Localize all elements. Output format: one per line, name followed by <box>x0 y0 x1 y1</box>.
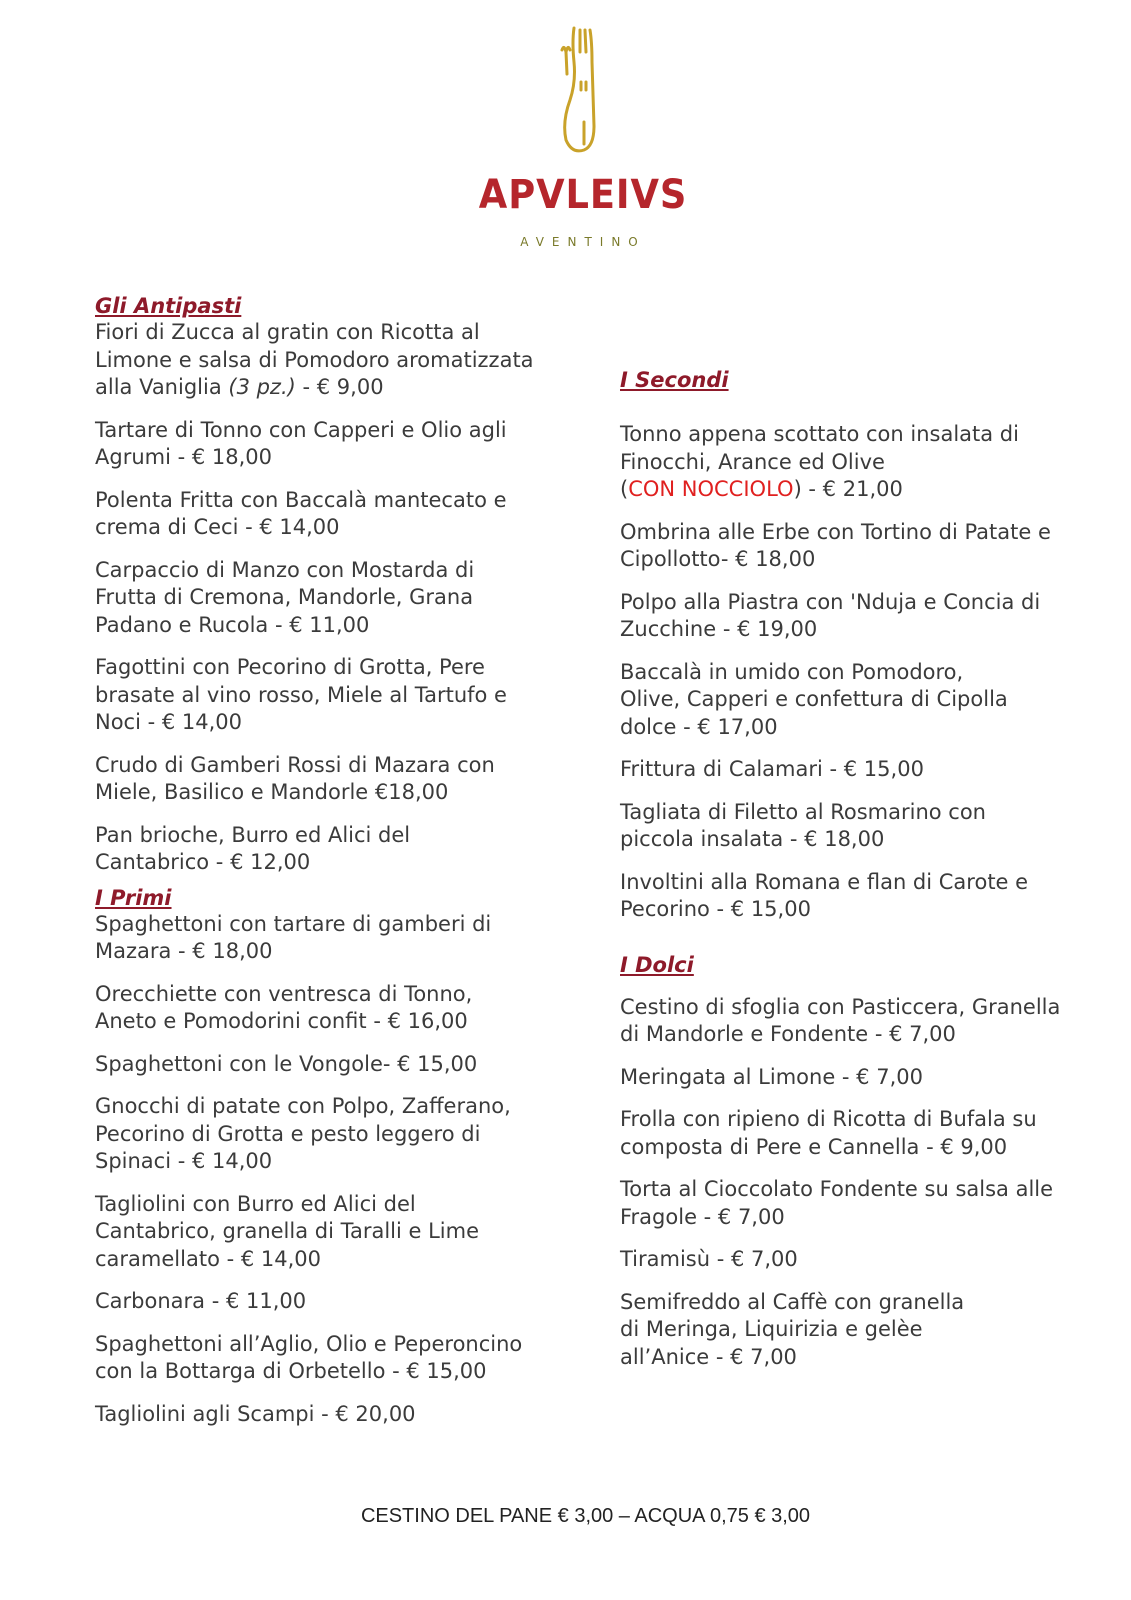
menu-item-line: Tagliolini agli Scampi - € 20,00 <box>95 1401 416 1426</box>
menu-item <box>620 1106 1115 1161</box>
menu-item-line: Tagliata di Filetto al Rosmarino con <box>620 799 986 824</box>
menu-item-line: Frutta di Cremona, Mandorle, Grana <box>95 585 474 609</box>
menu-item-line: Spaghettoni all’Aglio, Olio e Peperoncino <box>95 1331 523 1356</box>
menu-item <box>95 417 585 472</box>
menu-item-text: alla Vaniglia <box>95 375 229 399</box>
fork-figure-logo-icon <box>540 22 620 162</box>
menu-item-line: Torta al Cioccolato Fondente su salsa alle <box>620 1177 1054 1201</box>
menu-item-line: Spinaci - € 14,00 <box>95 1149 273 1173</box>
menu-item <box>620 869 1115 924</box>
menu-item-line: Spaghettoni con le Vongole- € 15,00 <box>95 1051 478 1076</box>
menu-item-line: Meringata al Limone - € 7,00 <box>620 1064 923 1089</box>
menu-item <box>620 994 1115 1049</box>
restaurant-logo <box>470 22 690 249</box>
menu-items <box>95 319 585 877</box>
menu-item-line: Zucchine - € 19,00 <box>620 617 818 641</box>
menu-item <box>620 659 1115 742</box>
menu-item-line: all’Anice - € 7,00 <box>620 1344 797 1369</box>
menu-items <box>95 911 585 1429</box>
section-title: Gli Antipasti <box>95 294 242 318</box>
menu-item <box>620 799 1115 854</box>
menu-item-line: Frolla con ripieno di Ricotta di Bufala su <box>620 1107 1037 1131</box>
menu-item-line <box>620 476 1115 504</box>
menu-item-line: Fragole - € 7,00 <box>620 1204 785 1229</box>
menu-item-line: Semifreddo al Caffè con granella <box>620 1289 965 1314</box>
menu-item <box>95 752 585 807</box>
menu-item <box>95 822 585 877</box>
menu-item <box>95 557 585 640</box>
menu-item-line: dolce - € 17,00 <box>620 714 778 739</box>
menu-item <box>620 1289 1115 1372</box>
menu-item <box>95 1051 585 1079</box>
section-title: I Secondi <box>620 368 729 392</box>
menu-item-line: Frittura di Calamari - € 15,00 <box>620 757 924 781</box>
menu-item <box>620 1176 1115 1231</box>
menu-item-line: di Mandorle e Fondente - € 7,00 <box>620 1022 956 1046</box>
menu-item <box>95 911 585 966</box>
menu-item-line: Noci - € 14,00 <box>95 710 243 734</box>
footer-note: CESTINO DEL PANE € 3,00 – ACQUA 0,75 € 3,00 <box>360 1505 811 1527</box>
menu-item <box>95 1093 585 1176</box>
menu-item-line: Cestino di sfoglia con Pasticcera, Granella <box>620 994 1061 1019</box>
menu-item-line: Pan brioche, Burro ed Alici del <box>95 822 411 847</box>
menu-item-line: Gnocchi di patate con Polpo, Zafferano, <box>95 1094 511 1118</box>
menu-item-text: ( <box>620 477 629 501</box>
menu-item-line: Aneto e Pomodorini confit - € 16,00 <box>95 1009 468 1033</box>
brand-subtitle: AVENTINO <box>520 235 646 249</box>
menu-item <box>620 1064 1115 1092</box>
menu-item-line: Polpo alla Piastra con 'Nduja e Concia di <box>620 589 1041 614</box>
menu-item <box>620 756 1115 784</box>
menu-item <box>95 1288 585 1316</box>
section-title: I Primi <box>95 885 172 910</box>
menu-item-line: Finocchi, Arance ed Olive <box>620 449 885 474</box>
menu-item-line: Polenta Fritta con Baccalà mantecato e <box>95 487 507 512</box>
menu-item <box>95 487 585 542</box>
menu-item-line: Mazara - € 18,00 <box>95 939 273 963</box>
menu-item-note: (3 pz.) <box>228 375 296 399</box>
menu-item-line: brasate al vino rosso, Miele al Tartufo e <box>95 682 507 707</box>
menu-item-line: Carbonara - € 11,00 <box>95 1289 307 1313</box>
section-title: I Dolci <box>620 952 694 977</box>
menu-item <box>620 589 1115 644</box>
section-primi <box>95 885 585 1429</box>
menu-item <box>95 654 585 737</box>
menu-item-line: Cipollotto- € 18,00 <box>620 547 816 571</box>
menu-item <box>95 981 585 1036</box>
menu-item-line <box>95 374 585 402</box>
menu-item-line: Pecorino - € 15,00 <box>620 897 811 921</box>
menu-item-line: crema di Ceci - € 14,00 <box>95 515 340 539</box>
menu-item-line: Agrumi - € 18,00 <box>95 445 273 469</box>
menu-item-line: Cantabrico - € 12,00 <box>95 850 311 874</box>
menu-item-line: Spaghettoni con tartare di gamberi di <box>95 911 492 936</box>
menu-item-line: Cantabrico, granella di Taralli e Lime <box>95 1219 480 1243</box>
menu-item-line: Tiramisù - € 7,00 <box>620 1247 798 1271</box>
menu-item-line: Miele, Basilico e Mandorle €18,00 <box>95 780 449 804</box>
menu-item-line: Crudo di Gamberi Rossi di Mazara con <box>95 752 495 777</box>
menu-item-line: composta di Pere e Cannella - € 9,00 <box>620 1134 1008 1159</box>
brand-name: APVLEIVS <box>478 172 688 218</box>
menu-item-line: Tonno appena scottato con insalata di <box>620 422 1019 446</box>
menu-item-line: Olive, Capperi e confettura di Cipolla <box>620 687 1008 711</box>
menu-item-line: Pecorino di Grotta e pesto leggero di <box>95 1121 481 1146</box>
left-column <box>95 293 585 1443</box>
menu-item <box>95 319 585 402</box>
menu-item-line: Tartare di Tonno con Capperi e Olio agli <box>95 417 507 442</box>
section-secondi <box>620 367 1115 924</box>
menu-item-line: di Meringa, Liquirizia e gelèe <box>620 1317 923 1341</box>
menu-item-line: Carpaccio di Manzo con Mostarda di <box>95 557 475 582</box>
menu-item-price: ) - € 21,00 <box>793 477 903 501</box>
section-antipasti <box>95 293 585 877</box>
section-dolci <box>620 952 1115 1372</box>
menu-item-price: - € 9,00 <box>295 375 384 399</box>
menu-item-line: Involtini alla Romana e flan di Carote e <box>620 869 1029 894</box>
menu-item-line: Padano e Rucola - € 11,00 <box>95 612 370 637</box>
menu-item <box>620 519 1115 574</box>
menu-item-line: Fagottini con Pecorino di Grotta, Pere <box>95 655 485 679</box>
right-column <box>620 367 1115 1386</box>
menu-item <box>620 421 1115 504</box>
menu-item-line: Orecchiette con ventresca di Tonno, <box>95 981 473 1006</box>
menu-item <box>95 1401 585 1429</box>
menu-item <box>95 1331 585 1386</box>
menu-item-line: Ombrina alle Erbe con Tortino di Patate e <box>620 519 1051 544</box>
menu-item-line: Tagliolini con Burro ed Alici del <box>95 1191 416 1216</box>
menu-item <box>620 1246 1115 1274</box>
menu-items <box>620 421 1115 924</box>
menu-item-line: con la Bottarga di Orbetello - € 15,00 <box>95 1359 487 1383</box>
menu-item-line: Baccalà in umido con Pomodoro, <box>620 659 964 684</box>
menu-item <box>95 1191 585 1274</box>
menu-item-line: caramellato - € 14,00 <box>95 1246 321 1271</box>
menu-item-highlight: CON NOCCIOLO <box>628 477 794 501</box>
menu-item-line: Fiori di Zucca al gratin con Ricotta al <box>95 320 480 344</box>
menu-item-line: Limone e salsa di Pomodoro aromatizzata <box>95 347 534 372</box>
menu-item-line: piccola insalata - € 18,00 <box>620 827 885 851</box>
menu-items <box>620 994 1115 1372</box>
